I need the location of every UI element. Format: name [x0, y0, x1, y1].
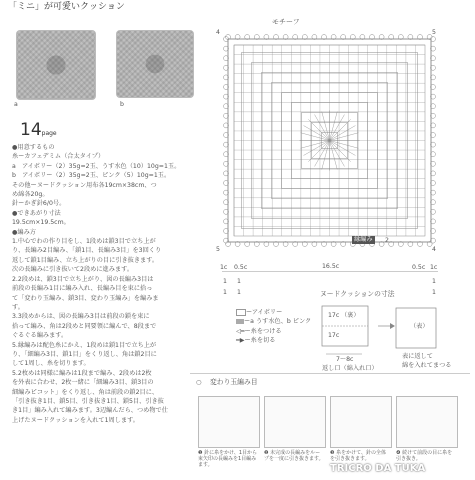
- dim-1c-right: 1c: [430, 264, 438, 271]
- dim-1c: 1c: [220, 264, 228, 271]
- instruction-line: ぐるぐる編みます。: [12, 332, 68, 340]
- dim-row-num: 1: [432, 278, 436, 285]
- stitch-step-image: [330, 396, 392, 448]
- instruction-line: 上げたヌードクッションを入れて1周します。: [12, 416, 139, 424]
- instruction-line: 細編みピコット」をくり返し、角は前段の鎖2目に、: [12, 388, 159, 396]
- motif-title: モチーフ: [272, 18, 300, 26]
- instruction-line: 5.縁編みは配色糸にかえ、1段めは鎖1目で立ち上が: [12, 341, 157, 349]
- stitch-caption: ❶ 針に糸をかけ、1目から束矢印の長編みを1目編みます。: [198, 450, 258, 468]
- legend-text: ー糸を切る: [244, 337, 276, 345]
- stitch-title: 変わり玉編み目: [210, 378, 258, 386]
- instruction-line: り、長編み2目編み、「鎖1目、長編み3目」を3回くり: [12, 247, 162, 255]
- instruction-line: す。: [12, 303, 24, 311]
- instruction-line: 拾って編み、角は2段めと同要領に編んで、8段まで: [12, 322, 157, 330]
- instruction-line: 前段の長編み1目に編み入れ、長編み目を束に拾っ: [12, 285, 153, 293]
- instruction-line: 1.中心でわの作り目をし、1段めは鎖3目で立ち上が: [12, 238, 156, 246]
- finished-value: 19.5cm×19.5cm。: [12, 219, 70, 227]
- dim-row-num: 1: [237, 278, 241, 285]
- label-bottom: 7〜8c: [336, 356, 354, 363]
- stitch-step-image: [264, 396, 326, 448]
- page-number: [20, 120, 57, 140]
- stitch-step-image: [198, 396, 260, 448]
- materials-line: その他ーヌードクッション用布各19cm×38cm、つ: [12, 181, 157, 189]
- photo-label-a: a: [14, 101, 18, 108]
- border-label-num: 2: [385, 237, 389, 244]
- legend-item: [236, 327, 326, 336]
- finished-heading: ●できあがり寸法: [12, 209, 61, 217]
- instruction-line: 次の長編みに引き抜いて2段めに進みます。: [12, 266, 134, 274]
- label-table: （表）: [410, 323, 429, 330]
- page-title: 「ミニ」が可愛いクッション: [8, 2, 125, 12]
- instruction-line: 「引き抜き1目、鎖5目、引き抜き1目、鎖5目、引き抜: [12, 397, 164, 405]
- pillow-photo-a: [16, 30, 96, 100]
- legend: [236, 308, 326, 346]
- motif-corner-label: 4: [432, 246, 436, 253]
- dim-05c-right: 0.5c: [412, 264, 426, 271]
- dim-165c: 16.5c: [322, 263, 340, 270]
- label-return: 返し口（綿入れ口）: [322, 365, 378, 372]
- cut-arrow-icon: ━▶: [236, 337, 245, 345]
- legend-swatch-ivory: [236, 309, 246, 316]
- stitch-caption: ❸ 糸をかけて、針の全体を引き抜きます。: [330, 450, 386, 462]
- motif-corner-label: 5: [216, 246, 220, 253]
- label-side: 17c: [328, 332, 340, 339]
- legend-item: [236, 308, 326, 317]
- legend-item: [236, 336, 326, 345]
- legend-text: ー糸をつける: [244, 327, 282, 335]
- materials-line: b アイボリー（2）35g=2玉、ピンク（5）10g=1玉。: [12, 172, 171, 180]
- materials-heading: ●用意するもの: [12, 144, 55, 151]
- section-divider: [190, 373, 470, 374]
- instruction-line: き1目」編み入れて編みます。3辺編んだら、つめ物で仕: [12, 407, 168, 415]
- dim-row-num: 1: [223, 278, 227, 285]
- pillow-photo-b: [116, 30, 194, 98]
- instruction-line: 3.3段めからは、図の長編み3目は前段の鎖を束に: [12, 313, 150, 321]
- page-number-suffix: page: [41, 130, 57, 137]
- legend-text: ーa うす水色、b ピンク: [244, 318, 312, 326]
- instruction-line: 5.2枚めは同様に編みは1段まで編み、2段めは2枚: [12, 369, 152, 377]
- label-front: 17c: [328, 312, 340, 319]
- instructions-heading: ●編み方: [12, 228, 36, 236]
- instruction-line: り、「細編み3目、鎖1目」をくり返し、角は鎖2目に: [12, 350, 157, 358]
- materials-block: [12, 143, 212, 425]
- watermark: TRICRO DA TUKA: [330, 463, 426, 474]
- note-line: 綿を入れてまつる: [402, 362, 452, 369]
- dim-05c: 0.5c: [234, 264, 248, 271]
- photo-label-b: b: [120, 101, 124, 108]
- instruction-line: して1周し、糸を切ります。: [12, 360, 90, 368]
- crochet-motif-chart: [222, 33, 437, 248]
- stitch-badge-icon: ○: [196, 379, 202, 386]
- motif-corner-label: 4: [216, 29, 220, 36]
- instructions-body: [12, 237, 212, 425]
- border-label: [352, 236, 375, 244]
- materials-line: め綿各20g。: [12, 191, 49, 199]
- note-line: 表に返して: [402, 353, 433, 360]
- legend-swatch-color: [236, 319, 244, 324]
- instruction-line: を外表に合わせ、2枚一緒に「細編み3目、鎖3目の: [12, 379, 154, 387]
- legend-text: ーアイボリー: [246, 309, 283, 316]
- materials-line: a アイボリー（2）35g=2玉、うす水色（10）10g=1玉。: [12, 162, 181, 170]
- dim-row-num: 1: [237, 289, 241, 296]
- instruction-line: 返して鎖1目編み、立ち上がりの目に引き抜きます。: [12, 256, 159, 264]
- page-number-value: 14: [20, 120, 42, 140]
- stitch-step-image: [396, 396, 458, 448]
- legend-item: [236, 317, 326, 326]
- materials-line: 針ーかぎ針6/0号。: [12, 200, 66, 208]
- label-back-tag: （裏）: [341, 312, 360, 319]
- dim-row-num: 1: [223, 289, 227, 296]
- stitch-caption: ❹ 続けて前段の目に糸を引き抜き。: [396, 450, 453, 462]
- instruction-line: 2.2段めは、鎖3目で立ち上がり、図の長編み3目は: [12, 275, 154, 283]
- border-label-text: 縁編み: [354, 236, 373, 243]
- nude-cushion-title: ヌードクッションの寸法: [320, 290, 395, 298]
- motif-corner-label: 5: [432, 29, 436, 36]
- attach-arrow-icon: ◁━: [236, 327, 245, 335]
- materials-line: 糸ーカフェデミム（合太タイプ）: [12, 153, 105, 161]
- dim-row-num: 1: [432, 289, 436, 296]
- stitch-caption: ❷ 未完成の長編みをループを一度に引き抜きます。: [264, 450, 324, 462]
- instruction-line: て「変わり玉編み、鎖3目、変わり玉編み」を編みま: [12, 294, 159, 302]
